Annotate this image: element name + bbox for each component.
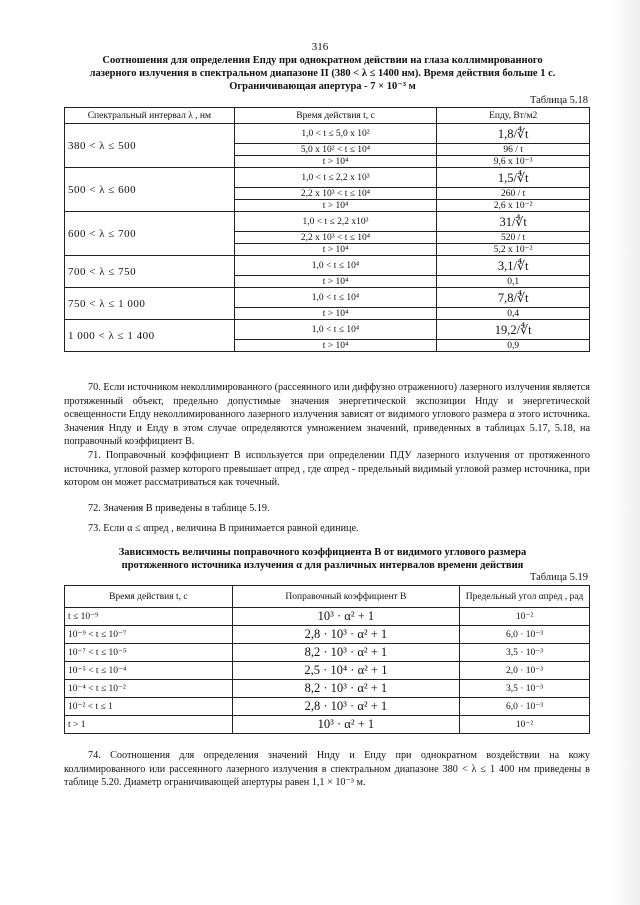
e-pdu-cell: 260 / t	[437, 188, 590, 200]
time-cell: 1,0 < t ≤ 5,0 x 10²	[234, 124, 437, 144]
title2-line-2: протяженного источника излучения α для различных интервалов времени действия	[121, 560, 524, 571]
paragraph-74: 74. Соотношения для определения значений Нпду и Епду при однократном воздействии на кожу коллимированного или рассеянного лазерного излучения в спектральном диапазоне 380 < λ ≤ 1 400 нм приведены в таблице 5.20. Диаметр ограничивающей апертуры равен 1,1 × 10⁻³ м.	[64, 750, 590, 788]
header-interval: Спектральный интервал λ , нм	[65, 108, 235, 124]
time-cell: t > 10⁴	[234, 308, 437, 320]
time-cell: t > 1	[65, 716, 233, 734]
table-5-18-caption: Таблица 5.18	[529, 95, 588, 106]
header-e-pdu: Eпду, Вт/м2	[437, 108, 590, 124]
e-pdu-cell: 520 / t	[437, 232, 590, 244]
e-pdu-cell: 0,4	[437, 308, 590, 320]
time-cell: 1,0 < t ≤ 10⁴	[234, 288, 437, 308]
title-line-1: Соотношения для определения Eпду при однократном действии на глаза коллимированного	[102, 55, 543, 66]
title-line-2: лазерного излучения в спектральном диапазоне II (380 < λ ≤ 1400 нм). Время действия больше 1 с.	[89, 68, 556, 79]
spectral-interval-cell: 1 000 < λ ≤ 1 400	[65, 320, 235, 352]
time-cell: 1,0 < t ≤ 2,2 x 10³	[234, 168, 437, 188]
e-pdu-cell: 0,9	[437, 340, 590, 352]
time-cell: t > 10⁴	[234, 340, 437, 352]
spectral-interval-cell: 750 < λ ≤ 1 000	[65, 288, 235, 320]
e-pdu-cell: 96 / t	[437, 144, 590, 156]
time-cell: t > 10⁴	[234, 156, 437, 168]
table-row	[65, 716, 590, 734]
time-cell: 10⁻⁴ < t ≤ 10⁻²	[65, 680, 233, 698]
time-cell: 10⁻⁵ < t ≤ 10⁻⁴	[65, 662, 233, 680]
coef-b-cell: 10³ · α² + 1	[232, 716, 460, 734]
limit-angle-cell: 10⁻²	[460, 608, 590, 626]
title2-line-1: Зависимость величины поправочного коэффициента В от видимого углового размера	[118, 547, 527, 558]
time-cell: 2,2 x 10³ < t ≤ 10⁴	[234, 188, 437, 200]
table-row	[65, 168, 590, 188]
limit-angle-cell: 6,0 · 10⁻³	[460, 626, 590, 644]
table-5-18	[64, 107, 590, 352]
limit-angle-cell: 3,5 · 10⁻³	[460, 680, 590, 698]
header-time: Время действия t, с	[234, 108, 437, 124]
time-cell: 10⁻⁹ < t ≤ 10⁻⁷	[65, 626, 233, 644]
table-row	[65, 698, 590, 716]
spectral-interval-cell: 700 < λ ≤ 750	[65, 256, 235, 288]
e-pdu-cell: 0,1	[437, 276, 590, 288]
time-cell: t > 10⁴	[234, 200, 437, 212]
coef-b-cell: 2,5 · 10⁴ · α² + 1	[232, 662, 460, 680]
coef-b-cell: 10³ · α² + 1	[232, 608, 460, 626]
page-edge-shade	[610, 0, 640, 905]
title-line-3: Ограничивающая апертура - 7 × 10⁻³ м	[229, 81, 416, 92]
table-row	[65, 626, 590, 644]
header-time-519: Время действия t, с	[65, 586, 233, 608]
limit-angle-cell: 2,0 · 10⁻³	[460, 662, 590, 680]
limit-angle-cell: 10⁻²	[460, 716, 590, 734]
time-cell: 10⁻⁷ < t ≤ 10⁻⁵	[65, 644, 233, 662]
spectral-interval-cell: 380 < λ ≤ 500	[65, 124, 235, 168]
time-cell: 2,2 x 10³ < t ≤ 10⁴	[234, 232, 437, 244]
time-cell: 10⁻² < t ≤ 1	[65, 698, 233, 716]
limit-angle-cell: 6,0 · 10⁻³	[460, 698, 590, 716]
table-5-18-title	[55, 54, 590, 93]
paragraph-73: 73. Если α ≤ αпред , величина В принимается равной единице.	[88, 523, 359, 534]
table-row	[65, 680, 590, 698]
time-cell: 5,0 x 10² < t ≤ 10⁴	[234, 144, 437, 156]
e-pdu-cell: 31/∜t	[437, 212, 590, 232]
e-pdu-cell: 19,2/∜t	[437, 320, 590, 340]
paragraph-71: 71. Поправочный коэффициент В используется при определении ПДУ лазерного излучения от протяженного источника, угловой размер которого превышает αпред , где αпред - предельный видимый угловой размер источника, при котором он может рассматриваться как точечный.	[64, 450, 590, 488]
table-row	[65, 288, 590, 308]
coef-b-cell: 2,8 · 10³ · α² + 1	[232, 698, 460, 716]
header-limit-angle: Предельный угол αпред , рад	[460, 586, 590, 608]
spectral-interval-cell: 500 < λ ≤ 600	[65, 168, 235, 212]
table-row	[65, 212, 590, 232]
spectral-interval-cell: 600 < λ ≤ 700	[65, 212, 235, 256]
time-cell: t > 10⁴	[234, 276, 437, 288]
time-cell: t ≤ 10⁻⁹	[65, 608, 233, 626]
coef-b-cell: 2,8 · 10³ · α² + 1	[232, 626, 460, 644]
table-row	[65, 256, 590, 276]
time-cell: 1,0 < t ≤ 10⁴	[234, 256, 437, 276]
e-pdu-cell: 1,8/∜t	[437, 124, 590, 144]
table-5-19-title	[55, 546, 590, 572]
table-row	[65, 608, 590, 626]
table-row	[65, 662, 590, 680]
e-pdu-cell: 9,6 x 10⁻³	[437, 156, 590, 168]
table-row	[65, 320, 590, 340]
time-cell: 1,0 < t ≤ 2,2 x10³	[234, 212, 437, 232]
page-number: 316	[311, 41, 329, 53]
e-pdu-cell: 2,6 x 10⁻²	[437, 200, 590, 212]
e-pdu-cell: 7,8/∜t	[437, 288, 590, 308]
coef-b-cell: 8,2 · 10³ · α² + 1	[232, 680, 460, 698]
e-pdu-cell: 3,1/∜t	[437, 256, 590, 276]
time-cell: 1,0 < t ≤ 10⁴	[234, 320, 437, 340]
header-coef-b: Поправочный коэффициент В	[232, 586, 460, 608]
e-pdu-cell: 1,5/∜t	[437, 168, 590, 188]
time-cell: t > 10⁴	[234, 244, 437, 256]
e-pdu-cell: 5,2 x 10⁻²	[437, 244, 590, 256]
table-5-19	[64, 585, 590, 734]
paragraph-72: 72. Значения В приведены в таблице 5.19.	[88, 503, 270, 514]
table-row	[65, 124, 590, 144]
limit-angle-cell: 3,5 · 10⁻³	[460, 644, 590, 662]
table-row	[65, 644, 590, 662]
coef-b-cell: 8,2 · 10³ · α² + 1	[232, 644, 460, 662]
paragraph-70: 70. Если источником неколлимированного (рассеянного или диффузно отраженного) лазерного излучения является протяженный объект, предельно допустимые значения энергетической экспозиции Нпду и энергетической освещенности Епду неколлимированного лазерного излучения зависят от видимого углового размера α этого источника. Значения Нпду и Епду в этом случае определяются умножением значений, приведенных в таблицах 5.17, 5.18, на поправочный коэффициент В.	[64, 382, 590, 447]
table-5-19-caption: Таблица 5.19	[529, 572, 588, 583]
